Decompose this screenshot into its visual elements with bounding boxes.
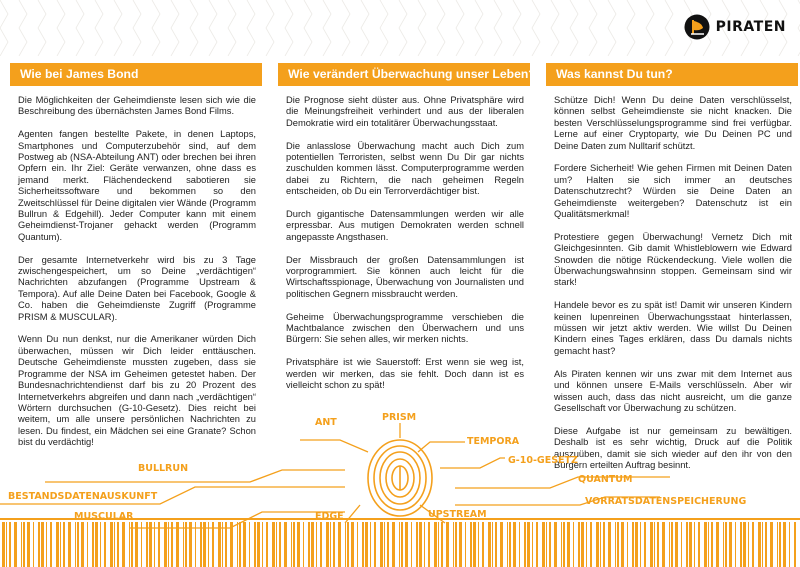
barcode-bar (675, 522, 678, 567)
label-vorratsdatenspeicherung: VORRATSDATENSPEICHERUNG (585, 496, 747, 507)
barcode-bar (60, 522, 61, 567)
barcode-bar (189, 522, 192, 567)
pattern-line (0, 0, 8, 56)
barcode-bar (176, 522, 179, 567)
barcode-bar (777, 522, 778, 567)
barcode-bar (549, 522, 551, 567)
barcode-bar (586, 522, 587, 567)
barcode-bar (218, 522, 221, 567)
barcode-bar (212, 522, 214, 567)
barcode-bar (600, 522, 601, 567)
barcode-bar (762, 522, 763, 567)
label-prism: PRISM (382, 412, 417, 423)
barcode-bar (104, 522, 106, 567)
barcode-bar (75, 522, 76, 567)
barcode-bar (615, 522, 616, 567)
paragraph: Die Prognose sieht düster aus. Ohne Privatsphäre wird die Meinungsfreiheit verhindert und aus der liberalen Demokratie wird ein totalitärer Überwachungsstaat. (286, 95, 524, 128)
paragraph: Geheime Überwachungsprogramme verschieben die Machtbalance zwischen den Überwachern und uns Bürgern: Sie sehen alles, wir merken nichts. (286, 311, 524, 345)
barcode-bar (357, 522, 358, 567)
pattern-line (342, 0, 350, 56)
paragraph: Der Missbrauch der großen Datensammlungen ist vorprogrammiert. Sie können auch leicht für die Wirtschaftsspionage, Überwachung von Journalisten und politischen Gegnern missbraucht werden. (286, 254, 524, 299)
barcode-bar (596, 522, 599, 567)
paragraph: Protestiere gegen Überwachung! Vernetz Dich mit Gleichgesinnten. Gib damit Whistleblowern wie Edward Snowden die nötige Rückendeckung. Viele wollen die Überwachungswahnsinn stoppen. Gemeinsam sind wir stark! (554, 231, 792, 288)
barcode-bar (77, 522, 79, 567)
paragraph: Die anlasslose Überwachung macht auch Dich zum potentiellen Terroristen, selbst wenn Du Dir gar nichts zuschulden kommen lässt. Computerprogramme werden dabei zu Richtern, die nach geheimen Regeln entscheiden, ob Du ein Terrorverdächtiger bist. (286, 140, 524, 197)
barcode-bar (644, 522, 646, 567)
pattern-line (190, 0, 198, 56)
barcode-bar (416, 522, 418, 567)
pattern-line (57, 0, 65, 56)
barcode-bar (495, 522, 497, 567)
paragraph: Privatsphäre ist wie Sauerstoff: Erst wenn sie weg ist, werden wir merken, das sie fehlt. Doch dann ist es vielleicht schon zu spät! (286, 357, 524, 391)
barcode-bar (87, 522, 88, 567)
barcode-bar (492, 522, 493, 567)
pattern-line (494, 0, 502, 56)
barcode-bar (725, 522, 727, 567)
pattern-line (437, 0, 445, 56)
barcode-bar (23, 522, 25, 567)
barcode-bar (519, 522, 520, 567)
pattern-line (152, 0, 160, 56)
barcode-bar (362, 522, 364, 567)
barcode-bar (686, 522, 688, 567)
barcode-bar (424, 522, 425, 567)
barcode-graphic (0, 518, 800, 567)
pattern-line (266, 0, 274, 56)
pattern-line (114, 0, 122, 56)
barcode-bar (237, 522, 238, 567)
barcode-bar (428, 522, 430, 567)
barcode-bar (222, 522, 223, 567)
barcode-bar (654, 522, 655, 567)
barcode-bar (770, 522, 773, 567)
barcode-bar (200, 522, 202, 567)
barcode-bar (164, 522, 167, 567)
barcode-bar (441, 522, 443, 567)
barcode-bar (669, 522, 670, 567)
barcode-bar (154, 522, 155, 567)
section-heading: Wie bei James Bond (10, 63, 262, 86)
barcode-bar (131, 522, 133, 567)
pattern-line (228, 0, 236, 56)
barcode-bar (129, 522, 130, 567)
barcode-bar (110, 522, 113, 567)
barcode-bar (100, 522, 101, 567)
barcode-bar (640, 522, 641, 567)
barcode-bar (482, 522, 484, 567)
pattern-line (133, 0, 141, 56)
barcode-bar (262, 522, 263, 567)
barcode-bar (243, 522, 246, 567)
barcode-bar (621, 522, 624, 567)
barcode-bar (729, 522, 732, 567)
label-upstream: UPSTREAM (428, 509, 487, 520)
barcode-bar (536, 522, 538, 567)
barcode-bar (789, 522, 790, 567)
barcode-bar (748, 522, 749, 567)
barcode-bar (455, 522, 457, 567)
barcode-bar (603, 522, 605, 567)
paragraph: Die Möglichkeiten der Geheimdienste lesen sich wie die Beschreibung des übernächsten James Bond Films. (18, 95, 256, 117)
barcode-bar (446, 522, 449, 567)
paragraph: Agenten fangen bestellte Pakete, in denen Laptops, Smartphones und Computerzubehör sind, auf dem Postweg ab (NSA-Abteilung ANT) oder brechen bei ihren Opfern ein. Ihr Ziel: Geräte verwanzen, ohne dass es jemand merkt. Flächendeckend sabotieren sie Sicherheitssoftware und bekommen so den Zweitschlüssel für Deine digitalen vier Wände (Programm Bullrun & Edgehill). Jeder Computer kann mit einem Geheimdienst-Trojaner gehackt werden (Programm Quantum). (18, 129, 256, 242)
barcode-bar (320, 522, 322, 567)
pattern-line (304, 0, 312, 56)
barcode-bar (380, 522, 383, 567)
barcode-bar (9, 522, 11, 567)
barcode-bar (563, 522, 565, 567)
barcode-bar (135, 522, 138, 567)
barcode-bar (2, 522, 5, 567)
barcode-bar (459, 522, 462, 567)
barcode-bar (330, 522, 331, 567)
barcode-bar (146, 522, 148, 567)
barcode-bar (141, 522, 142, 567)
piraten-logo (684, 14, 786, 40)
label-bullrun: BULLRUN (138, 463, 189, 474)
fingerprint-icon (368, 440, 432, 516)
label-tempora: TEMPORA (467, 436, 520, 447)
barcode-bar (6, 522, 7, 567)
pattern-line (171, 0, 179, 56)
pattern-line (513, 0, 521, 56)
pattern-line (38, 0, 46, 56)
barcode-bar (694, 522, 695, 567)
barcode-bar (254, 522, 256, 567)
barcode-bar (158, 522, 160, 567)
pattern-line (475, 0, 483, 56)
paragraph: Der gesamte Internetverkehr wird bis zu 3 Tage zwischengespeichert, um so Deine „verdächtigen“ Nachrichten abzufangen (Programme Upstream & Tempora). Auf alle Deine Daten bei Facebook, Google & Co. haben die Geheimdienste Zugriff (Programme PRISM & MUSCULAR). (18, 254, 256, 322)
barcode-bar (752, 522, 754, 567)
section-heading: Was kannst Du tun? (546, 63, 798, 86)
barcode-bar (38, 522, 40, 567)
label-g10-gesetz: G-10-GESETZ (508, 455, 578, 466)
barcode-bar (95, 522, 98, 567)
pattern-line (551, 0, 559, 56)
paragraph: Schütze Dich! Wenn Du deine Daten verschlüsselst, können selbst Geheimdienste sie nicht knacken. Die besten Verschlüsselungsprogramme sind frei verfügbar. Lerne auf einer Cryptoparty, wie Du Deinen PC und Deine Daten zum Nulltarif schützt. (554, 95, 792, 151)
pattern-line (399, 0, 407, 56)
barcode-bar (326, 522, 329, 567)
barcode-bar (63, 522, 65, 567)
barcode-bar (581, 522, 584, 567)
barcode-bar (266, 522, 268, 567)
pattern-line (532, 0, 540, 56)
barcode-bar (374, 522, 376, 567)
barcode-bar (387, 522, 389, 567)
barcode-bar (276, 522, 277, 567)
label-muscular: MUSCULAR (74, 511, 134, 522)
barcode-bar (81, 522, 84, 567)
barcode-bar (561, 522, 562, 567)
barcode-bar (681, 522, 682, 567)
barcode-bar (513, 522, 516, 567)
column-ueberwachung-leben (278, 63, 536, 403)
barcode-bar (50, 522, 52, 567)
barcode-bar (291, 522, 292, 567)
pattern-line (418, 0, 426, 56)
pattern-line (323, 0, 331, 56)
barcode-bar (779, 522, 781, 567)
background-pattern (0, 0, 800, 56)
surveillance-programs-graphic (0, 385, 800, 567)
barcode-bar (650, 522, 653, 567)
barcode-bar (399, 522, 400, 567)
barcode-bar (507, 522, 508, 567)
paragraph: Durch gigantische Datensammlungen werden wir alle erpressbar. Aus mutigen Demokraten werden schnell angepasste Angsthasen. (286, 209, 524, 242)
barcode-bar (311, 522, 314, 567)
barcode-bar (239, 522, 241, 567)
barcode-bar (662, 522, 665, 567)
barcode-bar (185, 522, 187, 567)
barcode-bar (689, 522, 692, 567)
barcode-bar (183, 522, 184, 567)
barcode-bar (716, 522, 719, 567)
barcode-bar (92, 522, 94, 567)
barcode-bar (225, 522, 227, 567)
pattern-line (76, 0, 84, 56)
barcode-bar (573, 522, 574, 567)
barcode-bar (56, 522, 59, 567)
section-body (278, 86, 530, 391)
barcode-bar (333, 522, 335, 567)
barcode-bar (284, 522, 287, 567)
barcode-bar (27, 522, 30, 567)
barcode-bar (735, 522, 736, 567)
barcode-bar (370, 522, 371, 567)
barcode-bar (365, 522, 368, 567)
barcode-bar (635, 522, 638, 567)
pattern-line (627, 0, 635, 56)
section-heading: Wie verändert Überwachung unser Leben? (278, 63, 530, 86)
barcode-bar (347, 522, 349, 567)
barcode-bar (478, 522, 479, 567)
barcode-bar (345, 522, 346, 567)
barcode-bar (122, 522, 125, 567)
barcode-bar (114, 522, 115, 567)
barcode-bar (546, 522, 547, 567)
barcode-bar (473, 522, 476, 567)
barcode-bar (704, 522, 707, 567)
label-quantum: QUANTUM (578, 474, 633, 485)
barcode-bar (470, 522, 472, 567)
barcode-bar (230, 522, 233, 567)
barcode-bar (438, 522, 439, 567)
barcode-bar (578, 522, 580, 567)
barcode-bar (671, 522, 673, 567)
pattern-line (608, 0, 616, 56)
barcode-bar (46, 522, 47, 567)
barcode-bar (743, 522, 746, 567)
barcode-bar (171, 522, 173, 567)
barcode-bar (794, 522, 796, 567)
barcode-bar (542, 522, 545, 567)
barcode-bar (351, 522, 354, 567)
label-edge: EDGE (315, 511, 344, 522)
barcode-bar (208, 522, 209, 567)
barcode-bar (453, 522, 454, 567)
pattern-line (646, 0, 654, 56)
paragraph: Diese Aufgabe ist nur gemeinsam zu bewältigen. Deshalb ist es sehr wichtig, Druck auf die Politik auszuüben, damit sie sich wieder auf den ihr von den Bürgern erteilten Auftrag besinnt. (554, 425, 792, 470)
pattern-line (247, 0, 255, 56)
barcode-bar (297, 522, 300, 567)
barcode-bar (708, 522, 709, 567)
pattern-line (285, 0, 293, 56)
barcode-bar (401, 522, 403, 567)
barcode-bar (758, 522, 761, 567)
barcode-bar (711, 522, 713, 567)
pattern-line (665, 0, 673, 56)
barcode-bar (419, 522, 422, 567)
barcode-bar (405, 522, 408, 567)
barcode-bar (168, 522, 169, 567)
barcode-bar (434, 522, 437, 567)
barcode-bar (723, 522, 724, 567)
barcode-bar (257, 522, 260, 567)
barcode-bar (632, 522, 634, 567)
barcode-bar (509, 522, 511, 567)
barcode-bar (488, 522, 491, 567)
pattern-line (209, 0, 217, 56)
barcode-bar (590, 522, 592, 567)
barcode-bar (657, 522, 659, 567)
barcode-bar (500, 522, 503, 567)
barcode-bar (279, 522, 281, 567)
barcode-bar (608, 522, 611, 567)
barcode-bar (149, 522, 152, 567)
barcode-bar (272, 522, 275, 567)
barcode-bar (203, 522, 206, 567)
barcode-bar (68, 522, 71, 567)
barcode-bar (527, 522, 530, 567)
barcode-bar (567, 522, 570, 567)
barcode-bar (293, 522, 295, 567)
pattern-line (361, 0, 369, 56)
barcode-bar (532, 522, 533, 567)
barcode-bar (308, 522, 310, 567)
paragraph: Wenn Du nun denkst, nur die Amerikaner würden Dich überwachen, müssen wir Dich leider enttäuschen. Deutsche Geheimdienste mussten zugeben, dass sie Programme der NSA im Geheimen getestet haben. Der Bundesnachrichtendienst darf bis zu 20 Prozent des Internetverkehrs abgreifen und dann nach „verdächtigen“ Wörtern durchsuchen (G-10-Gesetz). Dies reicht bei weitem, um alle unsere persönlichen Nachrichten zu lesen. Du findest, ein Mädchen sei eine Granate? Schon bist du verdächtig! (18, 334, 256, 448)
barcode-bar (21, 522, 22, 567)
pattern-line (95, 0, 103, 56)
paragraph: Handele bevor es zu spät ist! Damit wir unseren Kindern keinen lupenreinen Überwachungsstaat hinterlassen, müssen wir jetzt aktiv werden. Wie willst Du Deinen Kindern eines Tages erklären, dass Du damals nichts gemacht hast? (554, 300, 792, 356)
barcode-bar (698, 522, 700, 567)
barcode-bar (392, 522, 395, 567)
barcode-bar (316, 522, 317, 567)
pattern-line (589, 0, 597, 56)
pattern-line (456, 0, 464, 56)
barcode-bar (411, 522, 412, 567)
pirate-sail-icon (684, 14, 710, 40)
barcode-bar (195, 522, 196, 567)
pattern-line (19, 0, 27, 56)
barcode-bar (117, 522, 119, 567)
pattern-line (380, 0, 388, 56)
barcode-bar (617, 522, 619, 567)
barcode-bar (338, 522, 341, 567)
barcode-bar (524, 522, 526, 567)
barcode-bar (33, 522, 34, 567)
label-bestandsdatenauskunft: BESTANDSDATENAUSKUNFT (8, 491, 158, 502)
pattern-line (570, 0, 578, 56)
barcode-bar (303, 522, 304, 567)
barcode-bar (627, 522, 628, 567)
barcode-bar (384, 522, 385, 567)
barcode-bar (14, 522, 17, 567)
label-ant: ANT (315, 417, 337, 428)
barcode-bar (783, 522, 786, 567)
barcode-bar (465, 522, 466, 567)
barcode-bar (554, 522, 557, 567)
paragraph: Fordere Sicherheit! Wie gehen Firmen mit Deinen Daten um? Halten sie sich immer an deutsches Datenschutzrecht? Würden sie Deine Daten an Geheimdienste weitergeben? Datenschutz ist ein Qualitätsmerkmal! (554, 163, 792, 220)
barcode-bar (249, 522, 250, 567)
logo-text: PIRATEN (715, 19, 786, 35)
barcode-bar (740, 522, 742, 567)
barcode-bar (765, 522, 767, 567)
paragraph: Als Piraten kennen wir uns zwar mit dem Internet aus und können unsere E-Mails verschlüsseln. Aber wir wissen auch, dass das nicht ausreicht, um die ganze Gesellschaft vor Überwachung zu schützen. (554, 368, 792, 413)
barcode-bar (41, 522, 44, 567)
